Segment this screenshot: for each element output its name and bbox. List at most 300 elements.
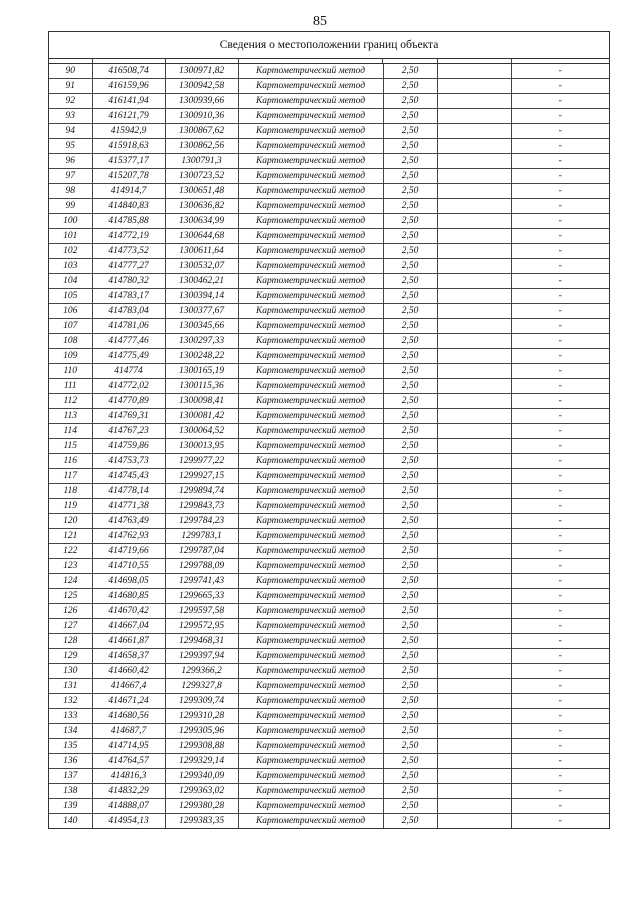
x-coordinate-cell: 415377,17 <box>92 154 165 169</box>
description-cell: - <box>511 409 609 424</box>
note-cell <box>437 604 511 619</box>
point-number-cell: 139 <box>49 799 92 814</box>
table-row <box>49 334 609 349</box>
description-cell: - <box>511 634 609 649</box>
method-cell: Картометрический метод <box>238 514 383 529</box>
y-coordinate-cell: 1299340,09 <box>165 769 238 784</box>
description-cell: - <box>511 229 609 244</box>
method-cell: Картометрический метод <box>238 574 383 589</box>
method-cell: Картометрический метод <box>238 529 383 544</box>
note-cell <box>437 544 511 559</box>
description-cell: - <box>511 769 609 784</box>
accuracy-cell: 2,50 <box>383 394 437 409</box>
x-coordinate-cell: 414954,13 <box>92 814 165 829</box>
boundary-table-sheet <box>48 31 610 829</box>
y-coordinate-cell: 1300971,82 <box>165 64 238 79</box>
note-cell <box>437 304 511 319</box>
description-cell: - <box>511 604 609 619</box>
x-coordinate-cell: 414773,52 <box>92 244 165 259</box>
method-cell: Картометрический метод <box>238 349 383 364</box>
method-cell: Картометрический метод <box>238 154 383 169</box>
description-cell: - <box>511 184 609 199</box>
table-row <box>49 514 609 529</box>
point-number-cell: 91 <box>49 79 92 94</box>
method-cell: Картометрический метод <box>238 289 383 304</box>
description-cell: - <box>511 529 609 544</box>
table-row <box>49 394 609 409</box>
note-cell <box>437 259 511 274</box>
table-row <box>49 709 609 724</box>
note-cell <box>437 814 511 829</box>
description-cell: - <box>511 94 609 109</box>
method-cell: Картометрический метод <box>238 454 383 469</box>
accuracy-cell: 2,50 <box>383 64 437 79</box>
point-number-cell: 99 <box>49 199 92 214</box>
coordinates-table <box>49 64 609 828</box>
description-cell: - <box>511 514 609 529</box>
y-coordinate-cell: 1300064,52 <box>165 424 238 439</box>
x-coordinate-cell: 414783,04 <box>92 304 165 319</box>
y-coordinate-cell: 1300394,14 <box>165 289 238 304</box>
point-number-cell: 129 <box>49 649 92 664</box>
description-cell: - <box>558 816 562 826</box>
accuracy-cell: 2,50 <box>383 739 437 754</box>
accuracy-cell: 2,50 <box>383 649 437 664</box>
x-coordinate-cell: 414785,88 <box>92 214 165 229</box>
note-cell <box>437 529 511 544</box>
description-cell: - <box>511 304 609 319</box>
point-number-cell: 112 <box>49 394 92 409</box>
point-number-cell: 92 <box>49 94 92 109</box>
point-number-cell: 93 <box>49 109 92 124</box>
description-cell: - <box>511 664 609 679</box>
accuracy-cell: 2,50 <box>383 244 437 259</box>
point-number-cell: 101 <box>49 229 92 244</box>
point-number-cell: 118 <box>49 484 92 499</box>
method-cell: Картометрический метод <box>238 784 383 799</box>
description-cell: - <box>511 124 609 139</box>
y-coordinate-cell: 1299787,04 <box>165 544 238 559</box>
table-row <box>49 424 609 439</box>
accuracy-cell: 2,50 <box>383 769 437 784</box>
point-number-cell: 108 <box>49 334 92 349</box>
point-number-cell: 126 <box>49 604 92 619</box>
description-cell: - <box>511 289 609 304</box>
accuracy-cell: 2,50 <box>383 544 437 559</box>
note-cell <box>437 724 511 739</box>
x-coordinate-cell: 414687,7 <box>92 724 165 739</box>
note-cell <box>437 754 511 769</box>
table-row <box>49 769 609 784</box>
description-cell: - <box>511 169 609 184</box>
description-cell: - <box>511 754 609 769</box>
x-coordinate-cell: 414661,87 <box>92 634 165 649</box>
accuracy-cell: 2,50 <box>383 349 437 364</box>
accuracy-cell: 2,50 <box>383 514 437 529</box>
x-coordinate-cell: 414914,7 <box>92 184 165 199</box>
description-cell: - <box>511 424 609 439</box>
x-coordinate-cell: 416141,94 <box>92 94 165 109</box>
accuracy-cell: 2,50 <box>383 319 437 334</box>
accuracy-cell: 2,50 <box>383 499 437 514</box>
note-cell <box>437 394 511 409</box>
y-coordinate-cell: 1300636,82 <box>165 199 238 214</box>
y-coordinate-cell: 1299327,8 <box>165 679 238 694</box>
y-coordinate-cell: 1299305,96 <box>165 724 238 739</box>
method-cell: Картометрический метод <box>238 754 383 769</box>
x-coordinate-cell: 414745,43 <box>92 469 165 484</box>
note-cell <box>437 274 511 289</box>
method-cell: Картометрический метод <box>238 664 383 679</box>
table-row <box>49 484 609 499</box>
x-coordinate-cell: 414767,23 <box>92 424 165 439</box>
table-row <box>49 319 609 334</box>
x-coordinate-cell: 415918,63 <box>92 139 165 154</box>
method-cell: Картометрический метод <box>238 469 383 484</box>
table-row <box>49 649 609 664</box>
method-cell: Картометрический метод <box>238 634 383 649</box>
point-number-cell: 124 <box>49 574 92 589</box>
method-cell: Картометрический метод <box>238 184 383 199</box>
x-coordinate-cell: 416121,79 <box>92 109 165 124</box>
note-cell <box>437 514 511 529</box>
method-cell: Картометрический метод <box>238 814 383 829</box>
table-row <box>49 409 609 424</box>
point-number-cell: 116 <box>49 454 92 469</box>
description-cell: - <box>511 799 609 814</box>
table-row <box>49 94 609 109</box>
method-cell: Картометрический метод <box>238 424 383 439</box>
y-coordinate-cell: 1300910,36 <box>165 109 238 124</box>
note-cell <box>437 589 511 604</box>
table-row <box>49 169 609 184</box>
y-coordinate-cell: 1299468,31 <box>165 634 238 649</box>
accuracy-cell: 2,50 <box>383 259 437 274</box>
y-coordinate-cell: 1299977,22 <box>165 454 238 469</box>
accuracy-cell: 2,50 <box>383 559 437 574</box>
accuracy-cell: 2,50 <box>383 619 437 634</box>
description-cell: - <box>511 274 609 289</box>
y-coordinate-cell: 1300862,56 <box>165 139 238 154</box>
x-coordinate-cell: 414671,24 <box>92 694 165 709</box>
method-cell: Картометрический метод <box>238 499 383 514</box>
description-cell: - <box>511 784 609 799</box>
x-coordinate-cell: 414667,4 <box>92 679 165 694</box>
note-cell <box>437 334 511 349</box>
point-number-cell: 96 <box>49 154 92 169</box>
description-cell: - <box>511 64 609 79</box>
point-number-cell: 115 <box>49 439 92 454</box>
y-coordinate-cell: 1300939,66 <box>165 94 238 109</box>
point-number-cell: 135 <box>49 739 92 754</box>
x-coordinate-cell: 414771,38 <box>92 499 165 514</box>
note-cell <box>437 124 511 139</box>
note-cell <box>437 454 511 469</box>
method-cell: Картометрический метод <box>238 379 383 394</box>
accuracy-cell: 2,50 <box>383 604 437 619</box>
table-row <box>49 604 609 619</box>
y-coordinate-cell: 1300377,67 <box>165 304 238 319</box>
table-title: Сведения о местоположении границ объекта <box>49 32 609 59</box>
method-cell: Картометрический метод <box>238 334 383 349</box>
description-cell: - <box>511 244 609 259</box>
method-cell: Картометрический метод <box>238 319 383 334</box>
point-number-cell: 95 <box>49 139 92 154</box>
note-cell <box>437 109 511 124</box>
accuracy-cell: 2,50 <box>383 169 437 184</box>
table-row <box>49 184 609 199</box>
point-number-cell: 132 <box>49 694 92 709</box>
point-number-cell: 122 <box>49 544 92 559</box>
description-cell: - <box>511 199 609 214</box>
x-coordinate-cell: 415207,78 <box>92 169 165 184</box>
accuracy-cell: 2,50 <box>383 814 437 829</box>
note-cell <box>437 184 511 199</box>
description-cell: - <box>511 109 609 124</box>
point-number-cell: 107 <box>49 319 92 334</box>
description-cell: - <box>511 679 609 694</box>
table-row <box>49 139 609 154</box>
note-cell <box>437 154 511 169</box>
point-number-cell: 102 <box>49 244 92 259</box>
table-row <box>49 379 609 394</box>
method-cell: Картометрический метод <box>238 139 383 154</box>
table-row <box>49 799 609 814</box>
accuracy-cell: 2,50 <box>383 589 437 604</box>
x-coordinate-cell: 414772,02 <box>92 379 165 394</box>
point-number-cell: 94 <box>49 124 92 139</box>
y-coordinate-cell: 1299783,1 <box>165 529 238 544</box>
x-coordinate-cell: 414680,85 <box>92 589 165 604</box>
y-coordinate-cell: 1299597,58 <box>165 604 238 619</box>
y-coordinate-cell: 1299363,02 <box>165 784 238 799</box>
note-cell <box>437 739 511 754</box>
point-number-cell: 133 <box>49 709 92 724</box>
x-coordinate-cell: 414670,42 <box>92 604 165 619</box>
x-coordinate-cell: 416508,74 <box>92 64 165 79</box>
accuracy-cell: 2,50 <box>383 109 437 124</box>
method-cell: Картометрический метод <box>238 769 383 784</box>
note-cell <box>437 559 511 574</box>
method-cell: Картометрический метод <box>238 409 383 424</box>
point-number-cell: 104 <box>49 274 92 289</box>
note-cell <box>437 409 511 424</box>
note-cell <box>437 694 511 709</box>
point-number-cell: 98 <box>49 184 92 199</box>
note-cell <box>437 349 511 364</box>
table-row <box>49 529 609 544</box>
table-row <box>49 469 609 484</box>
table-row <box>49 79 609 94</box>
point-number-cell: 134 <box>49 724 92 739</box>
description-cell: - <box>511 334 609 349</box>
point-number-cell: 120 <box>49 514 92 529</box>
note-cell <box>437 424 511 439</box>
note-cell <box>437 169 511 184</box>
y-coordinate-cell: 1299308,88 <box>165 739 238 754</box>
method-cell: Картометрический метод <box>238 484 383 499</box>
x-coordinate-cell: 414774 <box>92 364 165 379</box>
method-cell: Картометрический метод <box>238 589 383 604</box>
y-coordinate-cell: 1299665,33 <box>165 589 238 604</box>
description-cell: - <box>511 79 609 94</box>
x-coordinate-cell: 414840,83 <box>92 199 165 214</box>
accuracy-cell: 2,50 <box>383 529 437 544</box>
method-cell: Картометрический метод <box>238 79 383 94</box>
method-cell: Картометрический метод <box>238 679 383 694</box>
x-coordinate-cell: 414781,06 <box>92 319 165 334</box>
description-cell: - <box>511 394 609 409</box>
x-coordinate-cell: 414816,3 <box>92 769 165 784</box>
y-coordinate-cell: 1300611,64 <box>165 244 238 259</box>
accuracy-cell: 2,50 <box>383 724 437 739</box>
table-row <box>49 814 609 829</box>
point-number-cell: 110 <box>49 364 92 379</box>
description-cell: - <box>511 739 609 754</box>
y-coordinate-cell: 1299329,14 <box>165 754 238 769</box>
y-coordinate-cell: 1300297,33 <box>165 334 238 349</box>
point-number-cell: 109 <box>49 349 92 364</box>
method-cell: Картометрический метод <box>238 559 383 574</box>
accuracy-cell: 2,50 <box>383 304 437 319</box>
point-number-cell: 131 <box>49 679 92 694</box>
method-cell: Картометрический метод <box>238 604 383 619</box>
table-row <box>49 229 609 244</box>
table-row <box>49 364 609 379</box>
note-cell <box>437 769 511 784</box>
note-cell <box>437 439 511 454</box>
table-row <box>49 454 609 469</box>
accuracy-cell: 2,50 <box>383 289 437 304</box>
x-coordinate-cell: 414783,17 <box>92 289 165 304</box>
method-cell: Картометрический метод <box>238 64 383 79</box>
note-cell <box>437 214 511 229</box>
table-row <box>49 544 609 559</box>
note-cell <box>437 709 511 724</box>
y-coordinate-cell: 1300723,52 <box>165 169 238 184</box>
description-cell: - <box>511 574 609 589</box>
x-coordinate-cell: 414780,32 <box>92 274 165 289</box>
accuracy-cell: 2,50 <box>383 379 437 394</box>
accuracy-cell: 2,50 <box>383 199 437 214</box>
point-number-cell: 105 <box>49 289 92 304</box>
accuracy-cell: 2,50 <box>383 439 437 454</box>
x-coordinate-cell: 414777,27 <box>92 259 165 274</box>
x-coordinate-cell: 414769,31 <box>92 409 165 424</box>
accuracy-cell: 2,50 <box>383 784 437 799</box>
accuracy-cell: 2,50 <box>383 154 437 169</box>
description-cell: - <box>511 154 609 169</box>
y-coordinate-cell: 1299310,28 <box>165 709 238 724</box>
note-cell <box>437 619 511 634</box>
table-row <box>49 634 609 649</box>
table-row <box>49 664 609 679</box>
accuracy-cell: 2,50 <box>383 214 437 229</box>
table-row <box>49 259 609 274</box>
point-number-cell: 103 <box>49 259 92 274</box>
description-cell: - <box>511 724 609 739</box>
note-cell <box>437 574 511 589</box>
description-cell: - <box>511 589 609 604</box>
y-coordinate-cell: 1299572,95 <box>165 619 238 634</box>
point-number-cell: 106 <box>49 304 92 319</box>
accuracy-cell: 2,50 <box>383 469 437 484</box>
method-cell: Картометрический метод <box>238 214 383 229</box>
accuracy-cell: 2,50 <box>383 694 437 709</box>
description-cell: - <box>511 259 609 274</box>
description-cell: - <box>511 379 609 394</box>
x-coordinate-cell: 414719,66 <box>92 544 165 559</box>
description-cell: - <box>511 649 609 664</box>
note-cell <box>437 139 511 154</box>
accuracy-cell: 2,50 <box>383 454 437 469</box>
point-number-cell: 138 <box>49 784 92 799</box>
method-cell: Картометрический метод <box>238 229 383 244</box>
note-cell <box>437 319 511 334</box>
x-coordinate-cell: 414832,29 <box>92 784 165 799</box>
point-number-cell: 137 <box>49 769 92 784</box>
x-coordinate-cell: 416159,96 <box>92 79 165 94</box>
method-cell: Картометрический метод <box>238 649 383 664</box>
table-row <box>49 619 609 634</box>
x-coordinate-cell: 414762,93 <box>92 529 165 544</box>
y-coordinate-cell: 1300013,95 <box>165 439 238 454</box>
y-coordinate-cell: 1299843,73 <box>165 499 238 514</box>
y-coordinate-cell: 1299366,2 <box>165 664 238 679</box>
note-cell <box>437 244 511 259</box>
y-coordinate-cell: 1300165,19 <box>165 364 238 379</box>
method-cell: Картометрический метод <box>238 394 383 409</box>
y-coordinate-cell: 1300098,41 <box>165 394 238 409</box>
note-cell <box>437 784 511 799</box>
y-coordinate-cell: 1300345,66 <box>165 319 238 334</box>
method-cell: Картометрический метод <box>238 364 383 379</box>
method-cell: Картометрический метод <box>238 799 383 814</box>
table-row <box>49 559 609 574</box>
point-number-cell: 97 <box>49 169 92 184</box>
x-coordinate-cell: 414764,57 <box>92 754 165 769</box>
description-cell: - <box>511 619 609 634</box>
method-cell: Картометрический метод <box>238 109 383 124</box>
x-coordinate-cell: 414778,14 <box>92 484 165 499</box>
method-cell: Картометрический метод <box>238 169 383 184</box>
y-coordinate-cell: 1300644,68 <box>165 229 238 244</box>
y-coordinate-cell: 1300115,36 <box>165 379 238 394</box>
x-coordinate-cell: 414660,42 <box>92 664 165 679</box>
note-cell <box>437 799 511 814</box>
point-number-cell: 113 <box>49 409 92 424</box>
table-row <box>49 439 609 454</box>
method-cell: Картометрический метод <box>238 199 383 214</box>
x-coordinate-cell: 414770,89 <box>92 394 165 409</box>
table-row <box>49 784 609 799</box>
accuracy-cell: 2,50 <box>383 679 437 694</box>
table-row <box>49 694 609 709</box>
x-coordinate-cell: 414658,37 <box>92 649 165 664</box>
point-number-cell: 111 <box>49 379 92 394</box>
description-cell: - <box>511 349 609 364</box>
accuracy-cell: 2,50 <box>383 634 437 649</box>
table-row <box>49 349 609 364</box>
note-cell <box>437 199 511 214</box>
point-number-cell: 130 <box>49 664 92 679</box>
y-coordinate-cell: 1299397,94 <box>165 649 238 664</box>
y-coordinate-cell: 1300248,22 <box>165 349 238 364</box>
y-coordinate-cell: 1300791,3 <box>165 154 238 169</box>
table-row <box>49 574 609 589</box>
method-cell: Картометрический метод <box>238 724 383 739</box>
point-number-cell: 128 <box>49 634 92 649</box>
